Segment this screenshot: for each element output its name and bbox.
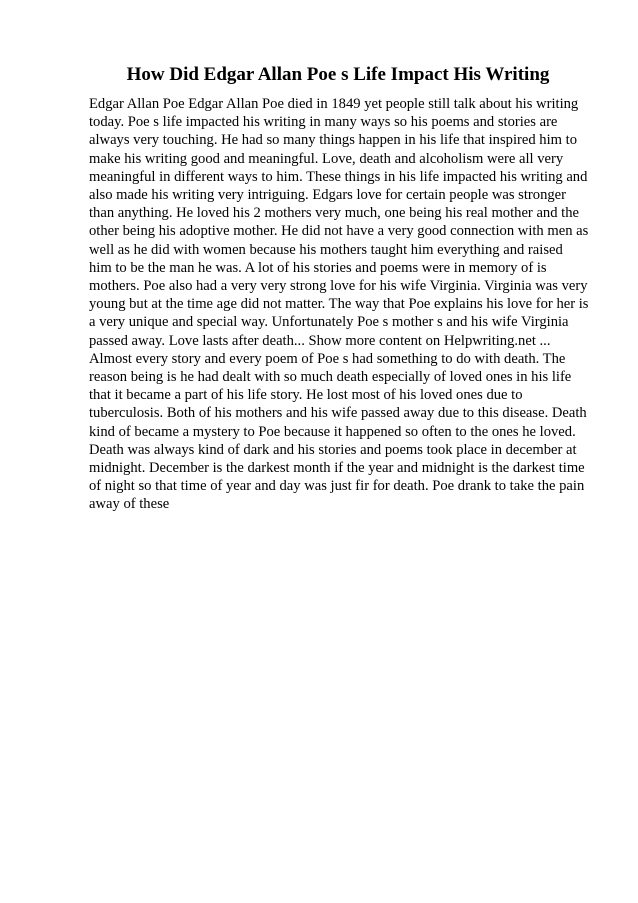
document-title: How Did Edgar Allan Poe s Life Impact His Writing	[126, 64, 550, 85]
document-body	[89, 95, 589, 514]
paragraph-death: Almost every story and every poem of Poe s had something to do with death. The reason being is he had dealt with so much death especially of loved ones in his life that it became a part of his life story. He lost most of his loved ones due to tuberculosis. Both of his mothers and his wife passed away due to this disease. Death kind of became a mystery to Poe because it happened so often to the ones he loved. Death was always kind of dark and his stories and poems took place in december at midnight. December is the darkest month if the year and midnight is the darkest time of night so that time of year and day was just fir for death. Poe drank to take the pain away of these	[89, 350, 587, 513]
paragraph-love: Edgar Allan Poe Edgar Allan Poe died in 1849 yet people still talk about his writing today. Poe s life impacted his writing in many ways so his poems and stories are always very touching. He had so many things happen in his life that inspired him to make his writing good and meaningful. Love, death and alcoholism were all very meaningful in different ways to him. These things in his life impacted his writing and also made his writing very intriguing. Edgars love for certain people was stronger than anything. He loved his 2 mothers very much, one being his real mother and the other being his adoptive mother. He did not have a very good connection with men as well as he did with women because his mothers taught him everything and raised him to be the man he was. A lot of his stories and poems were in memory of is mothers. Poe also had a very very strong love for his wife Virginia. Virginia was very young but at the time age did not matter. The way that Poe explains his love for her is a very unique and special way. Unfortunately Poe s mother s and his wife Virginia passed away. Love lasts after death... Show more content on Helpwriting.net ...	[89, 96, 589, 349]
